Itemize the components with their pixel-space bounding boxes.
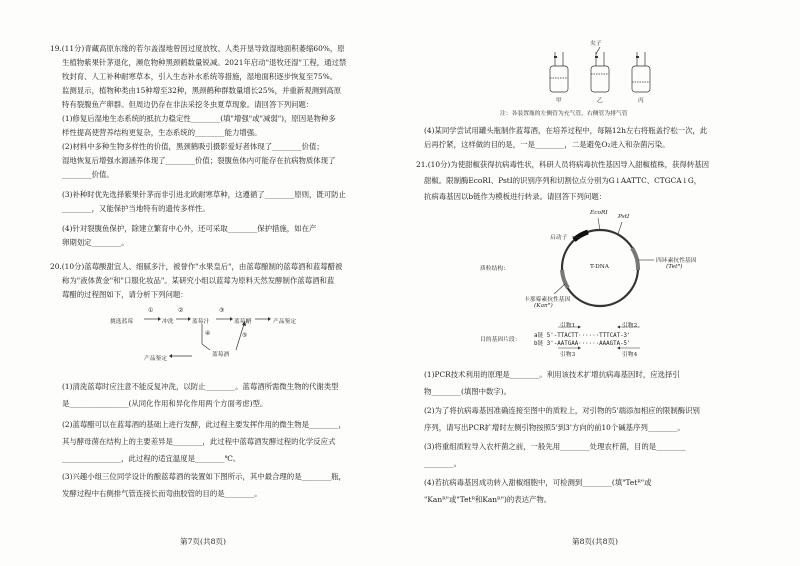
q19-line: 生植物紫果针茅退化，濒危物种黑颈鹤数量锐减。2021年启动"退牧还湿"工程，通过禁 (62, 58, 347, 67)
flow-step-rinse: 冲洗 (162, 319, 174, 325)
q21-question-line: "Kanᴿ"或"Tetᴿ和Kanᴿ")的表达产物。 (424, 495, 552, 504)
flow-num-2: ② (178, 308, 184, 314)
q19-line: (4)针对裂腹鱼保护，除建立繁育中心外，还可采取________保护措施，如在产 (62, 224, 317, 233)
page-footer-left: 第7页(共8页) (180, 537, 226, 546)
q20-line: ________________，此过程的适宜温度是________℃。 (62, 454, 241, 463)
flow-step-select: 挑选蓝莓 (110, 319, 134, 325)
q21-question-line: 序列，请写出PCR扩增时左侧引物按照5'到3'方向的前10个碱基序列________。 (424, 423, 685, 432)
q19-line: 卵期划定________。 (62, 238, 129, 247)
psti-site-label: PstⅠ (618, 214, 630, 220)
bottle-label-bing: 丙 (638, 98, 644, 104)
clamp-label: 夹子 (590, 41, 602, 47)
q19-line: 牧封育、人工补种耐寒草本，引入生态补水系统等措施，湿地面积逐步恢复至75%。 (62, 72, 338, 81)
primer-4: 引物4 (622, 352, 638, 358)
t-dna-label: T-DNA (590, 264, 609, 270)
q21-question-line: (1)PCR技术利用的原理是________。利用该技术扩增抗病毒基因时，应选择引 (424, 370, 680, 379)
q20-line: 称为"液体黄金"和"口服化妆品"。某研究小组以蓝莓为原料天然发酵制作蓝莓酒和蓝 (62, 276, 335, 285)
primer-1: 引物1 (560, 323, 576, 329)
page-footer-right: 第8页(共8页) (572, 537, 618, 546)
plasmid-structure-label: 质粒结构： (480, 266, 509, 272)
q21-question-line: 物________(填图中数字)。 (424, 387, 512, 396)
tet-symbol: (Tetᴿ) (666, 264, 683, 270)
q21-question-line: (2)为了将抗病毒基因准确连接至图中的质粒上，对引物的5'端添加相应的限制酶识别 (424, 406, 700, 415)
a-strand: a链 5'-TTACTT······TTTCAT-3' (534, 333, 631, 339)
q19-line: (2)材料中多种生物多样性的价值，黑颈鹤吸引摄影爱好者体现了________价值； (62, 142, 324, 151)
q19-line: (1)修复后湿地生态系统的抵抗力稳定性________(填"增强"或"减弱")，原因是物种多 (62, 114, 336, 123)
primer-2: 引物2 (622, 323, 638, 329)
q20-line: 发酵过程中右侧排气管连接长而弯曲胶管的目的是________。 (62, 489, 262, 498)
bottle-label-yi: 乙 (597, 98, 603, 104)
kan-symbol: (Kanᴿ) (534, 303, 553, 309)
flow-num-5: ⑤ (242, 333, 248, 339)
target-gene-label: 目的基因片段： (480, 337, 521, 343)
q21-question-line: (4)若抗病毒基因成功转入甜椒细胞中，可检测到________(填"Tetᴿ"或 (424, 478, 652, 487)
bottle-label-jia: 甲 (556, 98, 562, 104)
q20-line: 20.(10分)蓝莓酸甜宜人、细腻多汁，被誉作"水果皇后"，由蓝莓酿制的蓝莓酒和蓝莓醋被 (50, 262, 343, 271)
q19-line: 监测显示，植物种类由15种增至32种，黑颈鹤种群数量增长25%，并重新观测到高原 (62, 86, 342, 95)
flow-num-4: ④ (205, 331, 211, 337)
q21-question-line: (3)将重组质粒导入农杆菌之前，一般先用________处理农杆菌，目的是________ (424, 442, 686, 451)
flow-num-3: ③ (219, 308, 225, 314)
flow-step-appraisal-2: 产品鉴定 (144, 356, 168, 362)
fermentation-apparatus (540, 38, 660, 104)
right-page (400, 0, 800, 566)
q20-4-line: (4)某同学尝试用罐头瓶制作蓝莓酒，在培养过程中，每隔12h左右将瓶盖拧松一次，此 (424, 126, 708, 135)
q19-line: 湿地恢复后增强水源涵养体现了________价值；裂腹鱼体内可能存在抗病物质体现了 (62, 156, 336, 165)
flow-step-juice: 蓝莓汁 (192, 319, 210, 325)
q19-line: 特有裂腹鱼产卵群。但周边仍存在非法采挖冬虫夏草现象。请回答下列问题： (62, 100, 314, 109)
q19-line: 19.(11分)青藏高原东缘的若尔盖湿地曾因过度放牧、人类开垦导致湿地面积萎缩60%，原 (50, 44, 345, 53)
flow-step-vinegar: 蓝莓醋 (234, 319, 252, 325)
q20-line: 莓醋的过程图如下，请分析下列问题： (62, 290, 188, 299)
target-gene-diagram (480, 320, 720, 356)
q20-line: 其与酵母菌在结构上的主要差异是________，此过程中蓝莓酒发酵过程的化学反应式 (62, 437, 336, 446)
q19-line: (3)补种时优先选择紫果针茅而非引进北欧耐寒草种，这遵循了________原则，既可防止 (62, 190, 346, 199)
q20-line: (3)兴趣小组三位同学设计的酿蓝莓酒的装置如下图所示，其中最合理的是________瓶， (62, 472, 346, 481)
flow-step-wine: 蓝莓酒 (212, 352, 230, 358)
flow-step-appraisal: 产品鉴定 (273, 319, 297, 325)
promoter-label: 启动子 (550, 235, 568, 241)
q19-line: 样性提高使营养结构更复杂，生态系统的________能力增强。 (62, 128, 262, 137)
q19-line: ________，又能保护当地特有的遗传多样性。 (62, 204, 210, 213)
primer-3: 引物3 (560, 352, 576, 358)
plasmid-diagram (450, 208, 740, 318)
q20-line: 是________________(从同化作用和异化作用两个方面考虑)型。 (62, 399, 268, 408)
q19-line: ________价值。 (62, 170, 114, 179)
ecori-site-label: EcoRⅠ (590, 210, 608, 216)
q21-question-line: ________。 (424, 459, 461, 468)
q20-4-line: 后再拧紧，这样做的目的是，一是________，二是避免O₂进入和杂菌污染。 (424, 140, 670, 149)
kan-resistance-label: 卡那霉素抗性基因 (524, 297, 571, 303)
flow-diagram (110, 300, 310, 370)
q20-line: (2)蓝莓醋可以在蓝莓酒的基础上进行发酵，此过程主要发挥作用的微生物是________， (62, 420, 346, 429)
flow-num-1: ① (148, 308, 154, 314)
q21-line: 抗病毒基因以b链作为模板进行转录。请回答下列问题： (424, 192, 607, 201)
apparatus-note: 注：各装置瓶的左侧管为充气管，右侧管为排气管 (500, 111, 628, 117)
tet-resistance-label: 四环素抗性基因 (656, 258, 697, 264)
q21-line: 21.(10分)为使甜椒获得抗病毒性状，科研人员将病毒抗性基因导入甜椒植株，获得转基因 (416, 160, 709, 169)
b-strand: b链 3'-AATGAA······AAAGTA-5' (534, 341, 631, 347)
q21-line: 甜椒。限制酶EcoRⅠ、PstⅠ的识别序列和切割位点分别为G↓AATTC、CTGCA↓G， (424, 176, 702, 185)
q20-line: (1)清洗蓝莓时应注意不能反复冲洗，以防止________。蓝莓酒所需微生物的代谢类型 (62, 382, 339, 391)
